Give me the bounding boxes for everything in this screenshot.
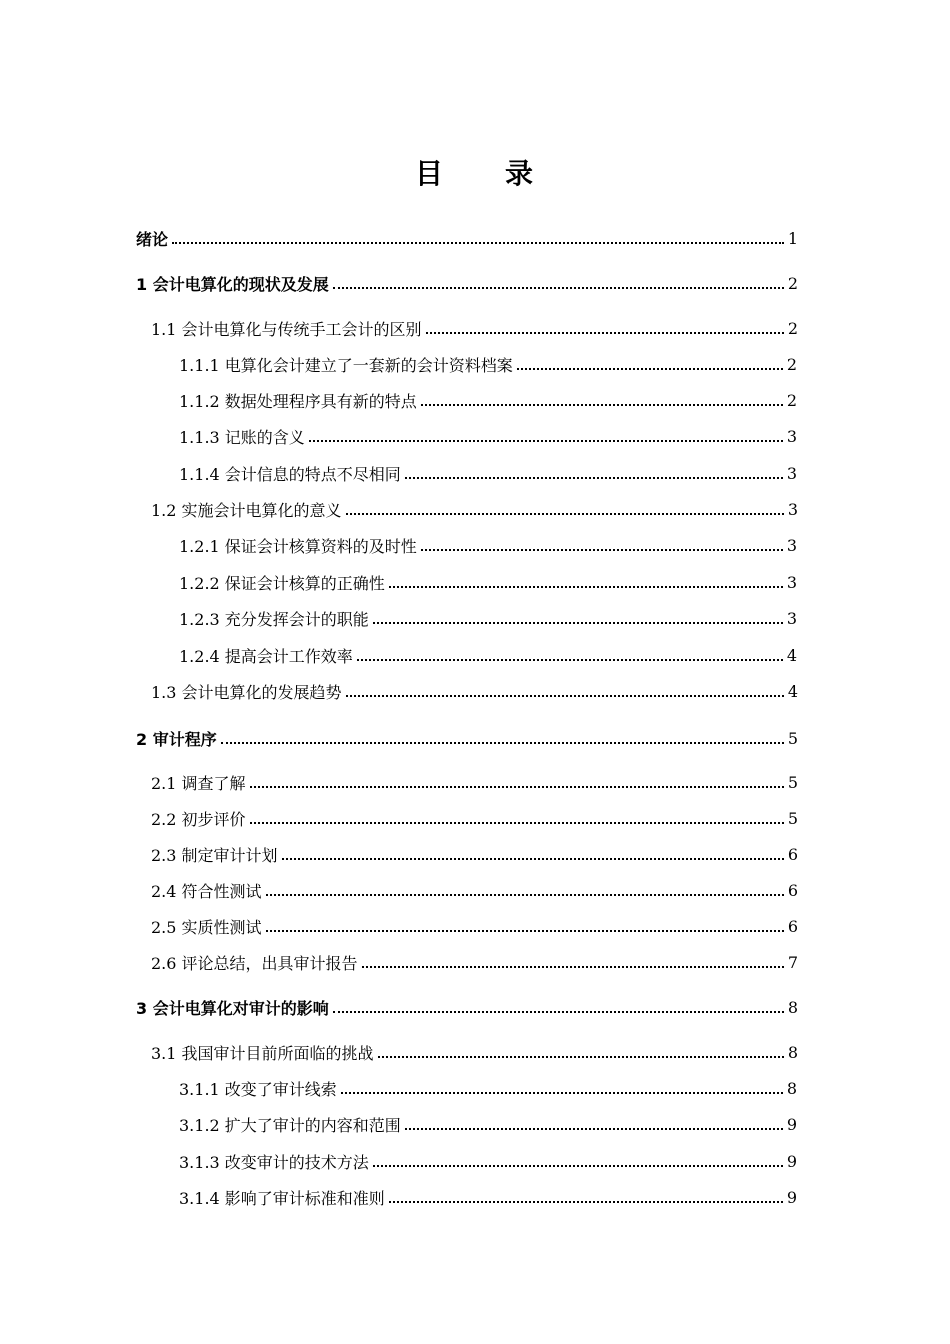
toc-entry[interactable] bbox=[151, 1037, 798, 1067]
toc-entry-page: 9 bbox=[786, 1151, 797, 1171]
toc-entry-page: 3 bbox=[786, 463, 797, 483]
toc-entry[interactable] bbox=[136, 223, 798, 253]
toc-entry[interactable] bbox=[179, 458, 797, 488]
toc-entry-page: 6 bbox=[787, 916, 798, 936]
toc-entry-label: 2.5 实质性测试 bbox=[151, 917, 262, 937]
toc-entry[interactable] bbox=[136, 992, 798, 1022]
toc-entry-label: 绪论 bbox=[136, 229, 169, 249]
dot-leader bbox=[405, 1109, 783, 1139]
toc-entry-label: 3.1.2 扩大了审计的内容和范围 bbox=[179, 1115, 401, 1135]
dot-leader bbox=[357, 640, 783, 670]
toc-entry-page: 3 bbox=[786, 572, 797, 592]
dot-leader bbox=[405, 458, 783, 488]
toc-entry-label: 3.1.1 改变了审计线索 bbox=[179, 1079, 337, 1099]
dot-leader bbox=[389, 1182, 783, 1212]
dot-leader bbox=[341, 1073, 783, 1103]
dot-leader bbox=[333, 992, 784, 1022]
dot-leader bbox=[266, 875, 784, 905]
toc-entry[interactable] bbox=[151, 911, 798, 941]
dot-leader bbox=[421, 530, 783, 560]
toc-entry-label: 2.1 调查了解 bbox=[151, 773, 246, 793]
toc-entry-page: 2 bbox=[787, 273, 798, 293]
toc-entry-label: 1.1.4 会计信息的特点不尽相同 bbox=[179, 464, 401, 484]
toc-entry-label: 1.2.3 充分发挥会计的职能 bbox=[179, 609, 369, 629]
dot-leader bbox=[309, 421, 783, 451]
toc-entry-label: 3.1.3 改变审计的技术方法 bbox=[179, 1152, 369, 1172]
toc-entry-label: 1.3 会计电算化的发展趋势 bbox=[151, 682, 342, 702]
dot-leader bbox=[250, 803, 784, 833]
toc-entry-page: 5 bbox=[787, 728, 798, 748]
toc-entry-label: 2.6 评论总结，出具审计报告 bbox=[151, 953, 358, 973]
dot-leader bbox=[378, 1037, 784, 1067]
dot-leader bbox=[346, 494, 784, 524]
toc-entry-page: 3 bbox=[786, 608, 797, 628]
toc-entry-page: 6 bbox=[787, 844, 798, 864]
toc-entry-label: 1.1.1 电算化会计建立了一套新的会计资料档案 bbox=[179, 355, 513, 375]
dot-leader bbox=[421, 385, 783, 415]
dot-leader bbox=[426, 313, 784, 343]
toc-entry-label: 1 会计电算化的现状及发展 bbox=[136, 274, 329, 294]
toc-entry-label: 3 会计电算化对审计的影响 bbox=[136, 998, 329, 1018]
toc-entry[interactable] bbox=[136, 268, 798, 298]
dot-leader bbox=[362, 947, 784, 977]
toc-entry-label: 2.3 制定审计计划 bbox=[151, 845, 278, 865]
dot-leader bbox=[346, 676, 784, 706]
toc-entry[interactable] bbox=[151, 313, 798, 343]
toc-entry[interactable] bbox=[179, 530, 797, 560]
toc-entry[interactable] bbox=[179, 1146, 797, 1176]
toc-entry[interactable] bbox=[151, 803, 798, 833]
toc-entry-page: 6 bbox=[787, 880, 798, 900]
toc-entry-page: 8 bbox=[787, 1042, 798, 1062]
toc-entry-page: 8 bbox=[786, 1078, 797, 1098]
toc-entry-label: 1.1.3 记账的含义 bbox=[179, 427, 305, 447]
toc-entry-label: 2.2 初步评价 bbox=[151, 809, 246, 829]
toc-entry-page: 7 bbox=[787, 952, 798, 972]
dot-leader bbox=[266, 911, 784, 941]
toc-entry-page: 4 bbox=[787, 681, 798, 701]
toc-entry-page: 3 bbox=[786, 535, 797, 555]
toc-entry-page: 3 bbox=[787, 499, 798, 519]
toc-entry[interactable] bbox=[179, 1073, 797, 1103]
toc-entry-page: 9 bbox=[786, 1187, 797, 1207]
toc-entry[interactable] bbox=[151, 767, 798, 797]
toc-entry-label: 3.1 我国审计目前所面临的挑战 bbox=[151, 1043, 374, 1063]
toc-entry-page: 5 bbox=[787, 772, 798, 792]
toc-entry-label: 1.1.2 数据处理程序具有新的特点 bbox=[179, 391, 417, 411]
dot-leader bbox=[172, 223, 784, 253]
toc-entry[interactable] bbox=[179, 385, 797, 415]
toc-entry-label: 2 审计程序 bbox=[136, 729, 217, 749]
toc-entry-page: 1 bbox=[787, 228, 798, 248]
toc-entry-label: 2.4 符合性测试 bbox=[151, 881, 262, 901]
toc-entry-page: 2 bbox=[787, 318, 798, 338]
dot-leader bbox=[373, 603, 783, 633]
toc-entry[interactable] bbox=[151, 947, 798, 977]
toc-entry-page: 2 bbox=[786, 354, 797, 374]
dot-leader bbox=[282, 839, 784, 869]
dot-leader bbox=[389, 567, 783, 597]
toc-entry[interactable] bbox=[151, 676, 798, 706]
toc-entry-label: 1.1 会计电算化与传统手工会计的区别 bbox=[151, 319, 422, 339]
dot-leader bbox=[373, 1146, 783, 1176]
toc-entry[interactable] bbox=[179, 640, 797, 670]
toc-entry[interactable] bbox=[179, 421, 797, 451]
toc-entry[interactable] bbox=[179, 349, 797, 379]
toc-entry[interactable] bbox=[151, 875, 798, 905]
toc-entry-label: 1.2.1 保证会计核算资料的及时性 bbox=[179, 536, 417, 556]
toc-entry-page: 8 bbox=[787, 997, 798, 1017]
toc-entry-label: 1.2 实施会计电算化的意义 bbox=[151, 500, 342, 520]
dot-leader bbox=[333, 268, 784, 298]
toc-entry[interactable] bbox=[179, 1182, 797, 1212]
toc-entry[interactable] bbox=[179, 1109, 797, 1139]
toc-entry-page: 5 bbox=[787, 808, 798, 828]
toc-entry-page: 4 bbox=[786, 645, 797, 665]
toc-entry[interactable] bbox=[179, 567, 797, 597]
toc-entry-label: 3.1.4 影响了审计标准和准则 bbox=[179, 1188, 385, 1208]
page-title: 目 录 bbox=[414, 157, 535, 190]
dot-leader bbox=[221, 723, 784, 753]
toc-entry-page: 2 bbox=[786, 390, 797, 410]
toc-entry[interactable] bbox=[151, 494, 798, 524]
toc-entry-page: 9 bbox=[786, 1114, 797, 1134]
toc-entry[interactable] bbox=[179, 603, 797, 633]
toc-entry-label: 1.2.4 提高会计工作效率 bbox=[179, 646, 353, 666]
toc-entry[interactable] bbox=[136, 723, 798, 753]
toc-entry[interactable] bbox=[151, 839, 798, 869]
dot-leader bbox=[517, 349, 783, 379]
toc-entry-page: 3 bbox=[786, 426, 797, 446]
dot-leader bbox=[250, 767, 784, 797]
toc-entry-label: 1.2.2 保证会计核算的正确性 bbox=[179, 573, 385, 593]
